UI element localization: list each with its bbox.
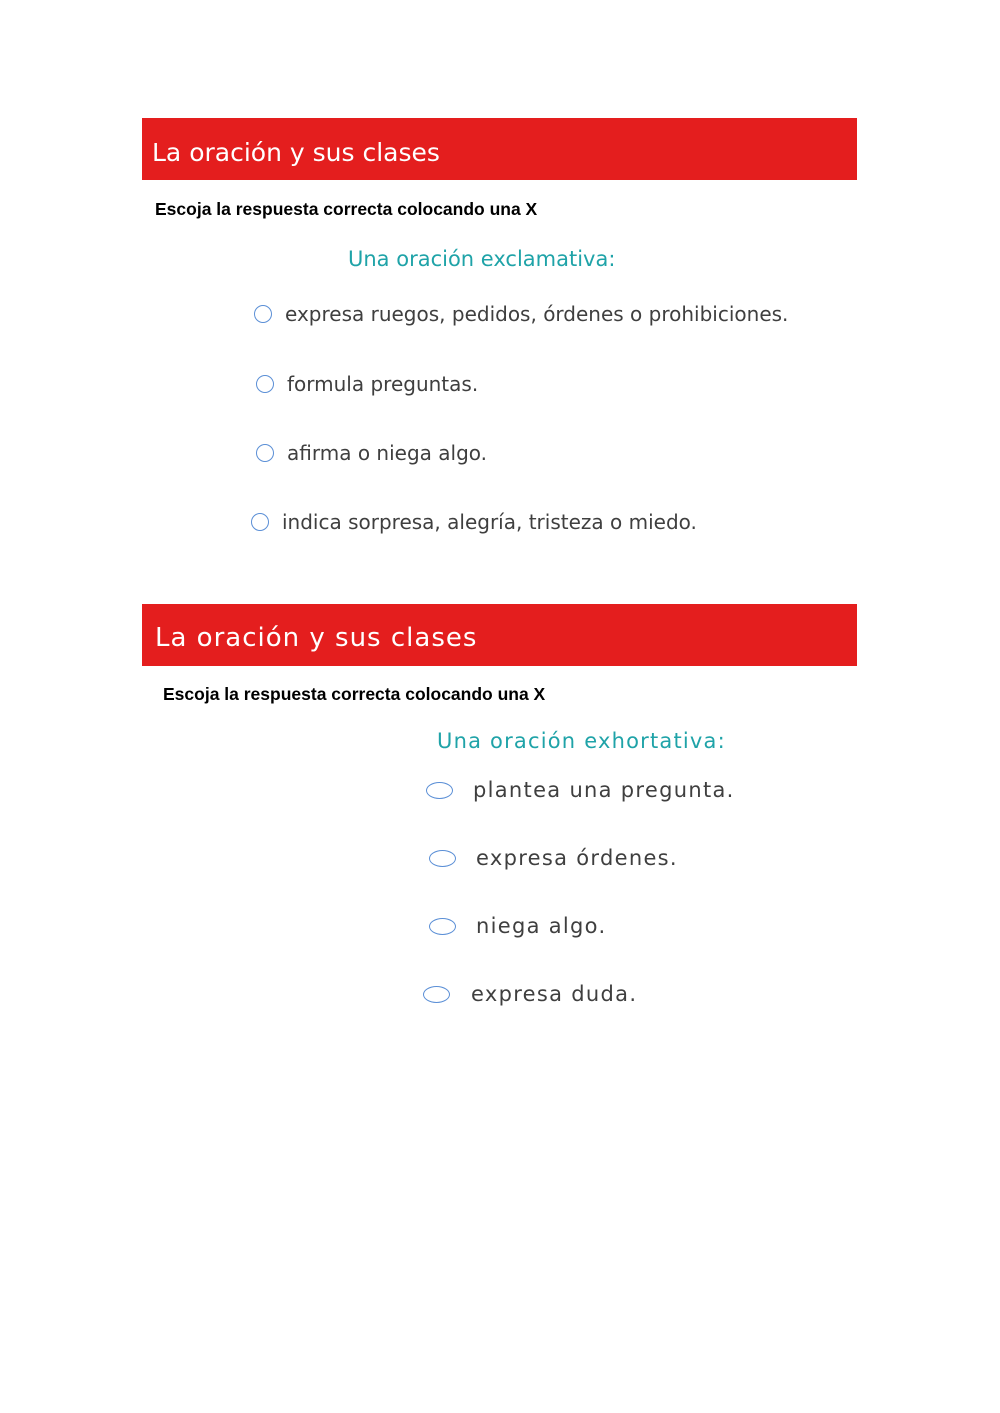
section-2-title: La oración y sus clases xyxy=(155,623,478,653)
option-label: niega algo. xyxy=(476,914,607,938)
section-1-banner xyxy=(142,118,857,180)
section-2-banner xyxy=(142,604,857,666)
section-2-option-2[interactable] xyxy=(429,846,678,870)
option-label: indica sorpresa, alegría, tristeza o miedo. xyxy=(282,510,697,534)
section-1-option-3[interactable] xyxy=(256,441,487,465)
option-label: expresa órdenes. xyxy=(476,846,678,870)
option-label: formula preguntas. xyxy=(287,372,479,396)
radio-button[interactable] xyxy=(429,850,456,867)
section-1-question: Una oración exclamativa: xyxy=(348,247,616,271)
section-1-option-4[interactable] xyxy=(251,510,697,534)
section-1-option-2[interactable] xyxy=(256,372,478,396)
radio-button[interactable] xyxy=(423,986,450,1003)
section-1-instruction: Escoja la respuesta correcta colocando una X xyxy=(155,199,538,219)
option-label: afirma o niega algo. xyxy=(287,441,488,465)
option-label: expresa ruegos, pedidos, órdenes o prohibiciones. xyxy=(285,302,789,326)
section-2-option-4[interactable] xyxy=(423,982,637,1006)
radio-button[interactable] xyxy=(251,513,269,531)
radio-button[interactable] xyxy=(254,305,272,323)
radio-button[interactable] xyxy=(256,444,274,462)
option-label: expresa duda. xyxy=(471,982,638,1006)
section-2-question: Una oración exhortativa: xyxy=(437,729,726,753)
option-label: plantea una pregunta. xyxy=(473,778,735,802)
section-2-option-1[interactable] xyxy=(426,778,735,802)
radio-button[interactable] xyxy=(256,375,274,393)
section-2-option-3[interactable] xyxy=(429,914,606,938)
section-1-title: La oración y sus clases xyxy=(152,138,440,167)
section-2-instruction: Escoja la respuesta correcta colocando una X xyxy=(163,684,546,704)
radio-button[interactable] xyxy=(426,782,453,799)
radio-button[interactable] xyxy=(429,918,456,935)
section-1-option-1[interactable] xyxy=(254,302,788,326)
